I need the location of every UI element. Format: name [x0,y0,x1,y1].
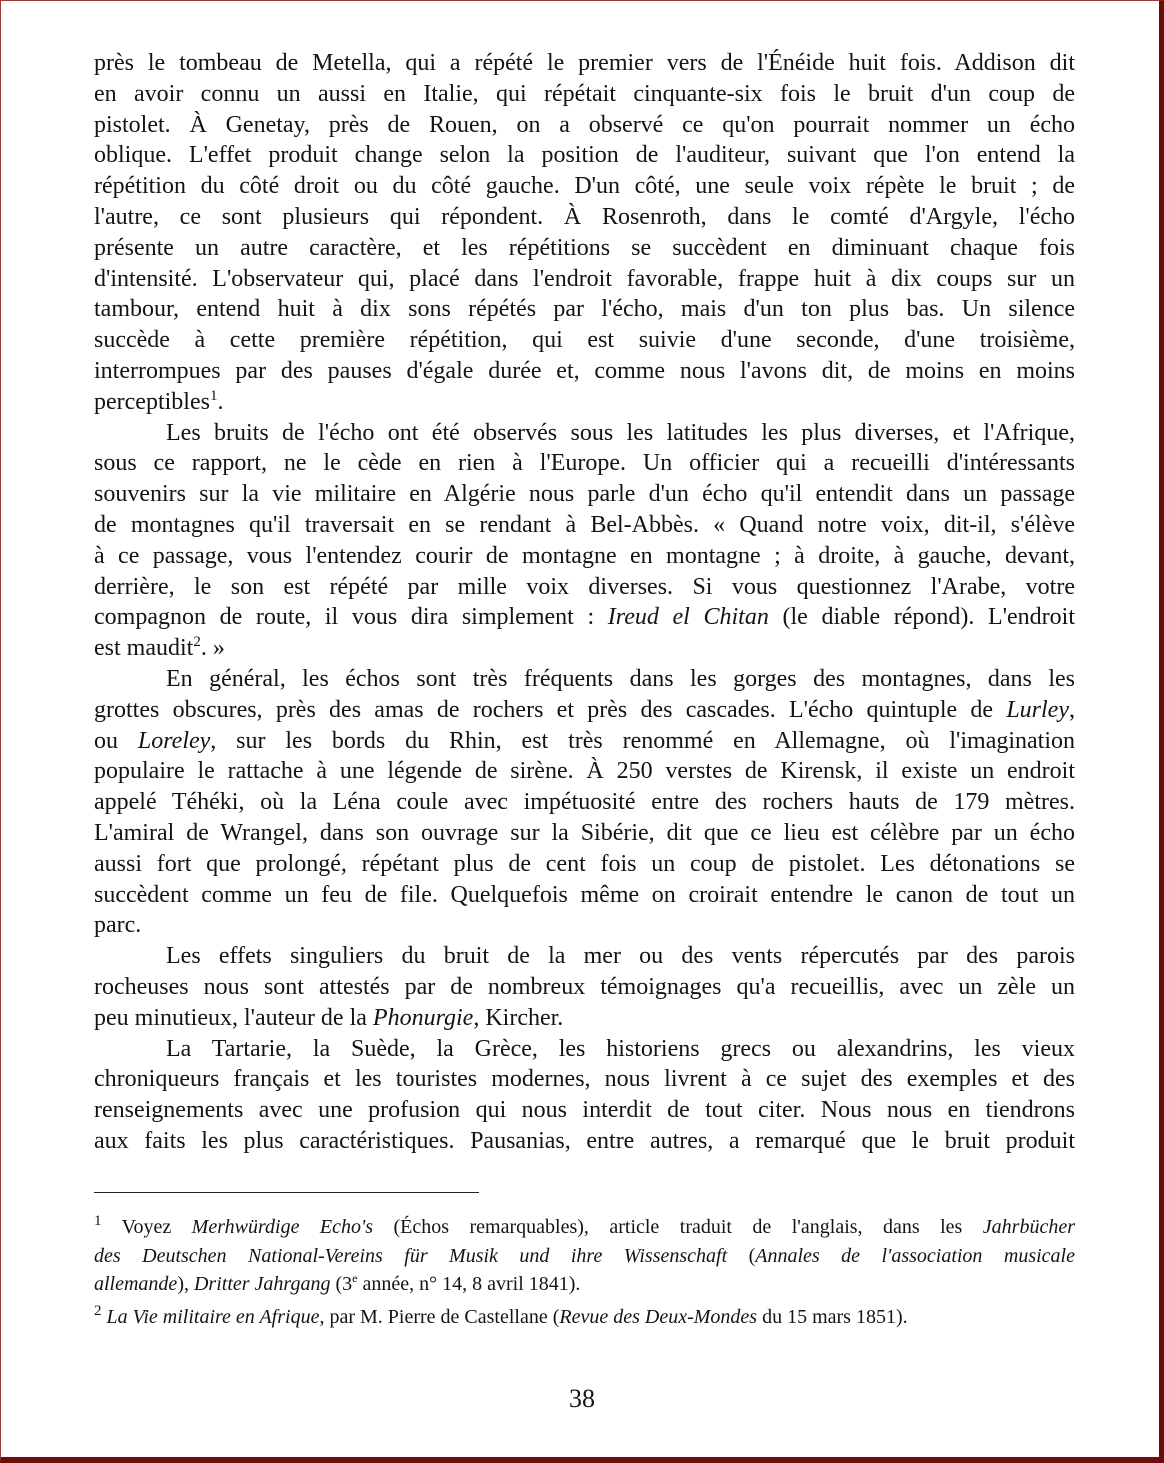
line-text: Voyez [101,1216,192,1238]
footnote-1-mark: 1 [94,1213,102,1229]
italic-text: Annales de l'association musicale [755,1244,1075,1267]
text-line: Les effets singuliers du bruit de la mer ou des vents répercutés par des parois [166,943,1075,970]
footnote-1-line [94,1242,1075,1271]
italic-text: Revue des Deux-Mondes [559,1305,758,1328]
footnote-ref-2[interactable]: 2 [193,634,201,651]
text-line: La Tartarie, la Suède, la Grèce, les historiens grecs ou alexandrins, les vieux [166,1035,1075,1062]
line-text: , par M. Pierre de Castellane ( [319,1305,560,1328]
superscript: e [352,1271,358,1285]
text-line: souvenirs sur la vie militaire en Algérie nous parle d'un écho qu'il entendit dans un passage [94,481,1075,508]
line-text: , [1069,696,1075,723]
text-line [94,602,1075,633]
line-text: . [217,388,224,415]
italic-text: Phonurgie [372,1004,474,1031]
text-line: rocheuses nous sont attestés par de nombreux témoignages qu'a recueillis, avec un zèle un [94,973,1075,1000]
italic-text: Merhwürdige Echo's [191,1216,374,1238]
line-text: perceptibles [94,388,210,415]
text-line: en avoir connu un aussi en Italie, qui répétait cinquante-six fois le bruit d'un coup de [94,80,1075,107]
page-number: 38 [569,1384,595,1413]
text-line [94,633,1075,664]
line-text: ou [94,727,138,754]
italic-text: Jahrbücher [982,1216,1075,1238]
text-line: interrompues par des pauses d'égale durée et, comme nous l'avons dit, de moins en moins [94,357,1075,384]
text-line [94,387,1075,418]
text-line: présente un autre caractère, et les répétitions se succèdent en diminuant chaque fois [94,234,1075,261]
line-text: du 15 mars 1851). [757,1305,908,1328]
text-line [94,1003,1075,1034]
text-line: pistolet. À Genetay, près de Rouen, on a observé ce qu'on pourrait nommer un écho [94,111,1075,138]
footnote-ref-1[interactable]: 1 [209,387,218,404]
text-line [94,695,1075,726]
footnote-2-line [94,1303,1075,1332]
line-text: (Échos remarquables), article traduit de l'anglais, dans les [373,1216,983,1238]
italic-text: Dritter Jahrgang [193,1273,331,1295]
text-line: chroniqueurs français et les touristes modernes, nous livrent à ce sujet des exemples et des [94,1066,1075,1093]
footnotes [94,1213,1075,1331]
line-text: grottes obscures, près des amas de rochers et près des cascades. L'écho quintuple de [94,696,1007,723]
text-line: renseignements avec une profusion qui nous interdit de tout citer. Nous nous en tiendrons [94,1097,1075,1124]
line-text: ( [727,1244,756,1267]
text-line: sous ce rapport, ne le cède en rien à l'Europe. Un officier qui a recueilli d'intéressants [94,450,1075,477]
text-line: répétition du côté droit ou du côté gauche. D'un côté, une seule voix répète le bruit ; de [94,173,1075,200]
text-line: succèdent comme un feu de file. Quelquefois même on croirait entendre le canon de tout un [94,881,1075,908]
text-line: oblique. L'effet produit change selon la position de l'auditeur, suivant que l'on entend la [94,142,1075,169]
line-text: année, n° 14, 8 avril 1841). [357,1273,581,1295]
italic-text: allemande [94,1273,178,1295]
line-text: ), [177,1273,194,1295]
footnote-1-line [94,1270,1075,1299]
line-text: compagnon de route, il vous dira simplement : [94,604,608,631]
text-line [94,726,1075,757]
line-text: peu minutieux, l'auteur de la [94,1004,373,1031]
text-line: à ce passage, vous l'entendez courir de montagne en montagne ; à droite, à gauche, devant, [94,542,1075,569]
text-line: succède à cette première répétition, qui est suivie d'une seconde, d'une troisième, [94,327,1075,354]
line-text: . » [200,635,225,662]
text-line: En général, les échos sont très fréquents dans les gorges des montagnes, dans les [166,665,1075,692]
text-line: tambour, entend huit à dix sons répétés par l'écho, mais d'un ton plus bas. Un silence [94,296,1075,323]
italic-text: Loreley [137,727,211,754]
text-line: L'amiral de Wrangel, dans son ouvrage sur la Sibérie, dit que ce lieu est célèbre par un écho [94,819,1075,846]
footnote-2-mark: 2 [94,1302,102,1319]
text-line: d'intensité. L'observateur qui, placé dans l'endroit favorable, frappe huit à dix coups sur un [94,265,1075,292]
text-line: de montagnes qu'il traversait en se rendant à Bel-Abbès. « Quand notre voix, dit-il, s'élève [94,511,1075,538]
text-line: Les bruits de l'écho ont été observés sous les latitudes les plus diverses, et l'Afrique, [166,419,1075,446]
text-line: populaire le rattache à une légende de sirène. À 250 verstes de Kirensk, il existe un endroit [94,758,1075,785]
text-line: derrière, le son est répété par mille voix diverses. Si vous questionnez l'Arabe, votre [94,573,1075,600]
italic-text: La Vie militaire en Afrique [106,1305,320,1328]
footnote-1-line [94,1213,1075,1242]
text-line: parc. [94,912,142,939]
text-line: aussi fort que prolongé, répétant plus de cent fois un coup de pistolet. Les détonations se [94,850,1075,877]
italic-text: Lurley [1006,696,1069,723]
italic-text: Ireud el Chitan [607,604,769,631]
text-line: aux faits les plus caractéristiques. Pausanias, entre autres, a remarqué que le bruit produit [94,1127,1075,1154]
line-text: (le diable répond). L'endroit [768,604,1075,631]
italic-text: des Deutschen National-Vereins für Musik und ihre Wissenschaft [94,1244,728,1267]
text-line: l'autre, ce sont plusieurs qui répondent. À Rosenroth, dans le comté d'Argyle, l'écho [94,203,1075,230]
footnote-separator [94,1192,479,1193]
line-text: est maudit [94,635,194,662]
text-line: appelé Téhéki, où la Léna coule avec impétuosité entre des rochers hauts de 179 mètres. [94,789,1075,816]
line-text: (3 [330,1273,353,1295]
text-line: près le tombeau de Metella, qui a répété le premier vers de l'Énéide huit fois. Addison dit [94,50,1075,76]
body-text [94,48,1075,1157]
line-text: , Kircher. [473,1004,564,1031]
line-text: , sur les bords du Rhin, est très renommé en Allemagne, où l'imagination [210,727,1075,754]
